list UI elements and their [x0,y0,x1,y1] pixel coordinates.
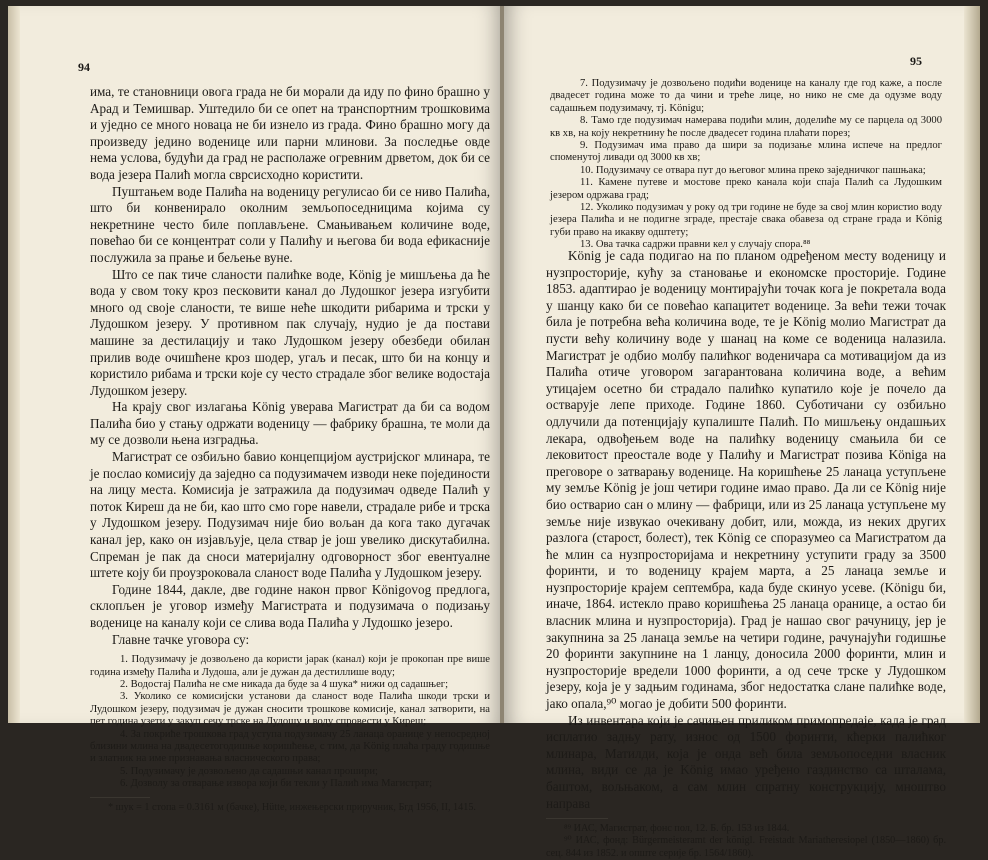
right-page-text [546,248,946,860]
book-spread [8,6,980,859]
footnote: * шук = 1 стопа = 0.3161 м (бачке), Hütte, инжењерски приручник, Бгд 1956, II, 1415. [108,801,476,813]
right-page [504,6,980,859]
body-paragraph: Магистрат се озбиљно бавио концепцијом аустријског млинара, те је послао комисију да заједно са подузимачем изводи неке појединости на лицу места. Комисија је затражила да подузимач одведе Палић у поток Киреш да не би, као што смо горе навели, страдале рибе и трска у Лудошком језеру. Подузимач није био вољан да кога тако дугачак канал јер, како он изјављује, цела ствар је још увелико дискутабилна. Спреман је пак да сноси материјалну одговорност због евентуалне штете коју би проузроковала сланост воде Палића у Лудошком језеру. [90,449,490,581]
left-page-text [90,84,490,814]
contract-point: 7. Подузимачу је дозвољено подићи воденице на каналу где год каже, а после двадесет година може то да чини и треће лице, но нико не сме да одузме воду садашњем подузимачу, тј. Königu; [550,78,942,114]
right-page-contract-points [550,78,942,252]
footnote: ⁹⁰ ИАС, фонд: Bürgermeisteramt der königl. Freistadt Mariatheresiopel (1850—1860) бр. сец. 844 из 1852. и опште серије бр. 1564/1860). [546,835,946,859]
contract-point: 6. Дозволу за отварање извора који би текли у Палић има Магистрат; [120,778,433,790]
contract-point: 8. Тамо где подузимач намерава подићи млин, доделиће му се парцела од 3000 кв хв, на коју некретнину ће после двадесет година плаћати порез; [550,115,942,139]
contract-point: 5. Подузимачу је дозвољено да садашњи канал прошири; [120,765,378,777]
contract-point: 3. Уколико се комисијски установи да сланост воде Палића шкоди трски и Лудошком језеру, подузимач је дужан сносити трошкове комисије, канал затворити, на пет година узети у закуп сечу трске на Лудошу и воду спровести у Киреш; [90,691,490,728]
footnote-rule [90,797,150,798]
contract-point: 11. Камене путеве и мостове преко канала који спаја Палић са Лудошким језером одржава град; [550,177,942,201]
body-paragraph: Из инвентара који је сачињен приликом примопредаје, када је град исплатио задњу рату, износ од 1500 форинти, кћерки палићког млинара, Матилди, која је онда већ била земљопоседни власник млина, види се да је König имао уређено газдинство са шталама, баштом, вољњаком, а сам млин спратну конструкцију, мноштво направа [546,712,946,811]
body-paragraph: има, те становници овога града не би морали да иду по фино брашно у Арад и Темишвар. Уштедило би се опет на транспортним трошковима и уједно се много новаца не би изнело из града. Фино брашно могу да произведу једино воденице или парни млинови. За последње овде нема услова, будући да град не располаже огревним дрветом, док би се вода језера Палић могла сврсисходно користити. [90,84,490,182]
contract-point: 9. Подузимач има право да шири за подизање млина испече на предлог споменутој ливади од 3000 кв хв; [550,140,942,164]
footnote-rule [546,818,608,819]
left-page [8,6,502,813]
page-edge-right [964,6,980,723]
body-paragraph: König је сада подигао на по планом одређеном месту воденицу и нузпросторије, кућу за становање и економске просторије. Године 1853. адаптирао је воденицу монтирајући точак кога је покретала вода у шанцу како би се повећао капацитет воденице. За већи тежи точак била је потребна већа количина воде, те је König молио Магистрат да пусти већу количину воде у шанац на коме се воденица налазила. Магистрат је одбио молбу палићког воденичара са мотивацијом да из Палића отиче уговором загарантована количина воде, а већим утицајем осетно би страдало палићко купатило које је почело да остварује лепе приходе. Године 1860. Суботичани су озбиљно одлучили да потенцијају купалиште Палић. По мишљењу ондашњих лекара, одвођењем воде на палићку воденицу смањила би се лековитост преостале воде у Палићу и Магистрат позива Königa на преговоре о затварању воденице. На коришћење 25 ланаца уступљене му земље König је још четири године имао право. Да ли се König није био остварио сан о млину — фабрици, или из 25 ланаца уступљене му земље није извукао очекивану добит, или, можда, из неких других разлога (старост, болест), тек König се споразумео са Магистратом да ће млин са нузпросторијама и некретнину уступити граду за 3500 форинти, и то воденицу крајем марта, а 25 ланаца земље и нузпросторије крајем септембра, када буде скинуо усеве. (Königu би, иначе, 1864. истекло право коришћења 25 ланаца оранице, а остао би власник млина и нузпросторија). Град је нашао свог рачуницу, јер је закупнина за 25 ланаца земље на четири године, рачунајући годишње 20 форинти закупнине на 1 ланцу, доносила 2000 форинти, млин и нузпросторије вредели 1000 форинти, а од сече трске у Лудошком језеру, која је у задњим годинама, због недостатка слане палићке воде, јако опала,⁹⁰ могао је добити 500 форинти. [546,248,946,712]
page-number-right: 95 [910,54,922,68]
page-edge-left [8,6,20,723]
contract-point: 10. Подузимачу се отвара пут до његовог млина преко заједничког пашњака; [580,164,926,176]
body-paragraph: Пуштањем воде Палића на воденицу регулисао би се ниво Палића, што би конвенирало околним земљопоседницима којима су некретнине често биле поплављене. Смањивањем количине воде, повећао би се концентрат соли у Палићу и његова би вода ефикасније послужила за прање и бељење вуне. [90,183,490,265]
footnote: ⁸⁹ ИАС, Магистрат, фонс пол, 12. Б. бр. 153 из 1844. [564,823,790,835]
body-paragraph: Године 1844, дакле, две године након првог Königovog предлога, склопљен је уговор између Магистрата и подузимача о подизању воденице на каналу који се слива вода Палића у Лудошко језеро. [90,581,490,630]
contract-point: 12. Уколико подузимач у року од три године не буде за свој млин користио воду језера Палића и не подигне зграде, престаје свака обавеза од стране града и König губи право на икакву одштету; [550,202,942,238]
body-paragraph: На крају свог излагања König уверава Магистрат да би са водом Палића био у стању одржати воденицу — фабрику брашна, те моли да му се дозволи њена изградња. [90,399,490,448]
contract-point: 2. Водостај Палића не сме никада да буде за 4 шука* нижи од садашњег; [120,679,449,690]
contract-point: 1. Подузимачу је дозвољено да користи јарак (канал) који је прокопан пре више година између Палића и Лудоша, али је дужан да дестиллише воду; [90,654,490,678]
contract-point: 13. Ова тачка садржи правни кел у случају спора.⁸⁸ [580,239,811,251]
page-number-left: 94 [78,60,90,74]
body-paragraph: Главне тачке уговора су: [112,631,250,647]
contract-point: 4. За покриће трошкова град уступа подузимачу 25 ланаца оранице у непосредној близини млина на двадесетогодишње коришћење, с тим, да König плаћа граду годишње и златник на име признавања власнического права; [90,728,490,765]
body-paragraph: Што се пак тиче сланости палићке воде, König је мишљења да ће вода у свом току кроз песковити канал до Лудошког језера изгубити много од своје сланости, те више неће шкодити рибарима и трски у Лудошком језеру. У противном пак случају, нудио је да постави машине за дестилацију и тако Лудошком језеру обезбеди обилан прилив воде очишћене кроз шодер, угаљ и песак, што би на концу и користило рибама и трски које су често страдале због велике водостаја Лудошком језеру. [90,266,490,398]
